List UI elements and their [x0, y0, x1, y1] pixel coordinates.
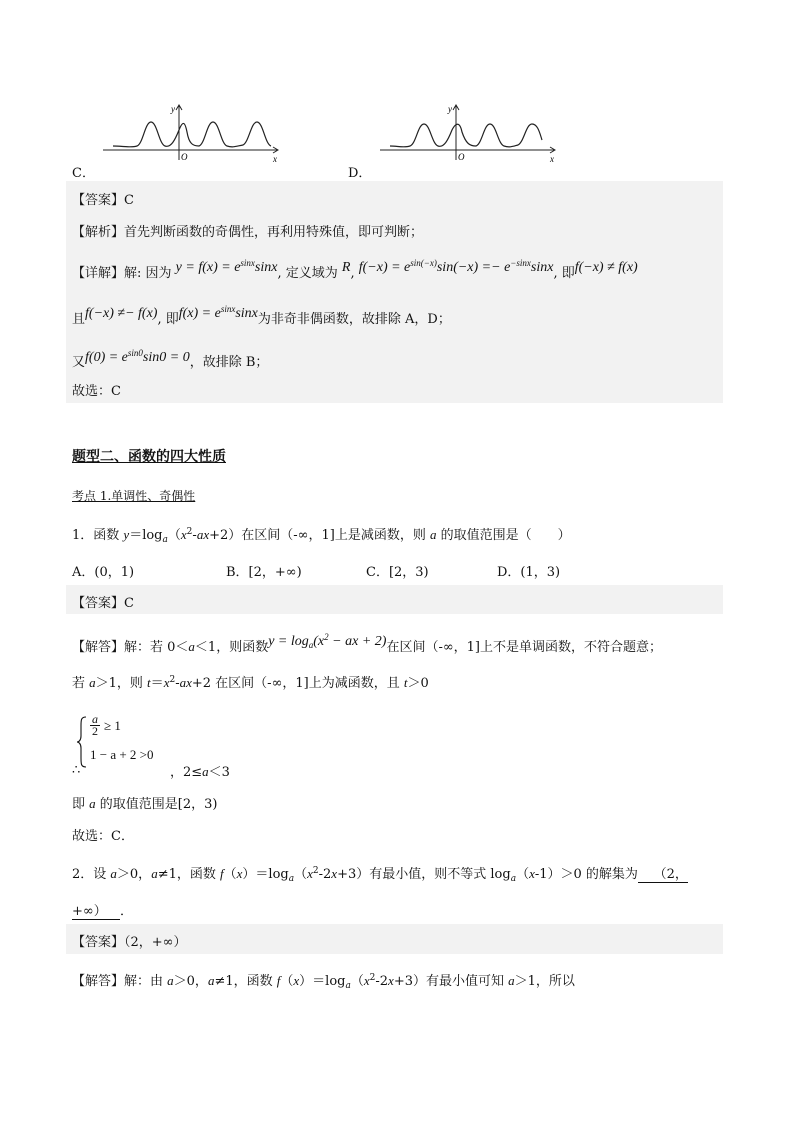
- therefore-symbol: ∴: [72, 763, 81, 778]
- detail-line-1: 【详解】解: 因为 $y = f(x) = e^{sinx}\sin x$, 定义域为 R, $f(-x) = e^{sin(-x)}\sin(-x) =- e^{-sinx}\sin x$, 即f(−x) ≠ f(x): [72, 258, 638, 281]
- subsection-title: 考点 1.单调性、奇偶性: [72, 489, 196, 503]
- graph-option-d: [372, 100, 562, 162]
- origin-label: O: [458, 152, 465, 162]
- solution-line-2: 若 a＞1，则 $t=x^2-ax+2$ 在区间（-∞，1]上为减函数，且 t＞0: [72, 675, 429, 691]
- solution-line-4: 【解答】解：由 a＞0，a≠1，函数 $f(x)=\log_a(x^2-2x+3)$有最小值可知 a＞1，所以: [72, 973, 575, 991]
- solution-line-1: 【解答】解：若 0＜a＜1，则函数$y = \log_a(x^2$ − ax + 2)在区间（-∞，1]上不是单调函数，不符合题意；: [72, 632, 663, 655]
- option-a: A．(0，1): [72, 565, 135, 580]
- detail-line-3: 又$f(0) = e^{sin0}\sin 0 = 0$，故排除 B；: [72, 348, 269, 370]
- graph-c-svg: [95, 100, 285, 162]
- answer-3: 【答案】（2，+∞）: [72, 935, 187, 950]
- option-d-label: D．: [348, 166, 372, 181]
- axis-y-label: y: [448, 104, 452, 114]
- axis-y-label: y: [171, 104, 175, 114]
- brace-icon: [76, 716, 88, 768]
- solution-line-3: 即 a 的取值范围是[2，3): [72, 796, 218, 812]
- question-1-stem: 1．函数 $y=\log_a(x^2-ax+2)$在区间（-∞，1]上是减函数，则 a 的取值范围是（ ）: [72, 527, 571, 545]
- inequality-system: [72, 714, 332, 780]
- option-c-label: C．: [72, 166, 95, 181]
- question-2-stem: 2．设 a＞0，a≠1，函数 $f(x)=\log_a(x^2-2x+3)$有最小值，则不等式 $\log_a(x-1)>0$ 的解集为 （2，: [72, 863, 688, 884]
- answer-2: 【答案】C: [72, 596, 134, 611]
- answer-1: 【答案】C: [72, 193, 134, 208]
- detail-line-2: 且f(−x) ≠− f(x), 即$f(x) = e^{sinx}\sin x$为非奇非偶函数，故排除 A，D；: [72, 304, 451, 327]
- option-c: C．[2，3): [366, 565, 429, 580]
- answer-blank-part-2: +∞）: [72, 900, 120, 920]
- answer-block-2: [66, 585, 723, 614]
- section-title: 题型二、函数的四大性质: [72, 449, 226, 465]
- graph-option-c: [95, 100, 285, 162]
- range-result: ，2≤a＜3: [170, 764, 230, 780]
- fraction-numerator: a: [92, 712, 98, 726]
- fraction-denominator: 2: [92, 724, 98, 738]
- choice-2: 故选：C．: [72, 829, 134, 844]
- axis-x-label: x: [550, 154, 554, 162]
- origin-label: O: [181, 152, 188, 162]
- graph-d-svg: [372, 100, 562, 162]
- inequality-1: ≥ 1: [104, 718, 121, 733]
- analysis-1: 【解析】首先判断函数的奇偶性，再利用特殊值，即可判断；: [72, 225, 424, 240]
- option-b: B．[2，+∞): [226, 565, 302, 580]
- answer-blank-part-1: （2，: [638, 863, 688, 883]
- question-2-continued: +∞） ．: [72, 900, 133, 920]
- option-d: D．(1，3): [497, 565, 561, 580]
- inequality-2: 1 − a + 2 >0: [90, 747, 154, 762]
- choice-1: 故选：C: [72, 384, 121, 399]
- axis-x-label: x: [273, 154, 277, 162]
